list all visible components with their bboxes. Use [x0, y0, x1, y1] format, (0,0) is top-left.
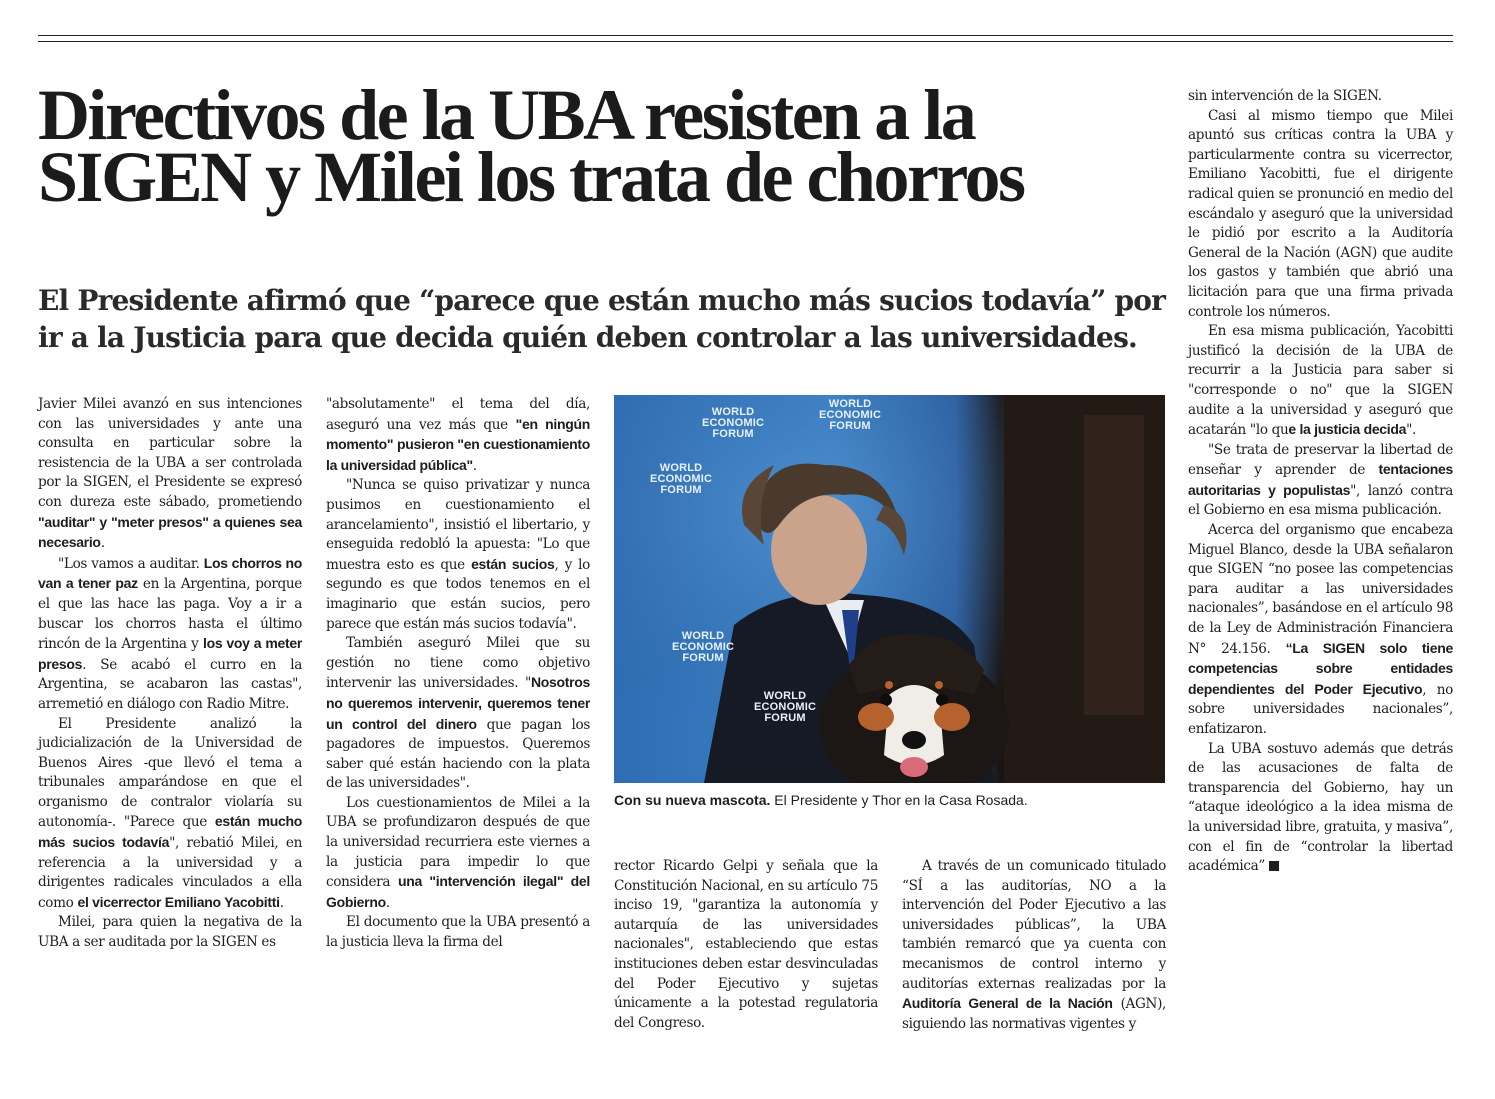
text: En esa misma publicación, Yacobitti justificó la decisión de la UBA de recurrir a la Justicia para saber si "corresponde o no" que la SIGEN audite a la universidad y aseguró que acatarán "lo qu — [1188, 323, 1453, 439]
logo-text: ECONOMIC — [819, 409, 882, 421]
paragraph — [1188, 322, 1453, 441]
bold-text: "en ningún momento" pusieron "en cuestionamiento la universidad pública" — [326, 415, 590, 473]
paragraph — [1188, 740, 1453, 877]
caption-text: El Presidente y Thor en la Casa Rosada. — [770, 792, 1028, 808]
article-column-3 — [614, 857, 878, 1033]
bold-text: están mucho más sucios todavía — [38, 813, 302, 851]
paragraph — [1188, 441, 1453, 521]
logo-text: WORLD — [763, 690, 807, 702]
logo-text: ECONOMIC — [672, 641, 735, 653]
logo-text: FORUM — [829, 420, 871, 432]
paragraph: Casi al mismo tiempo que Milei apuntó sus críticas contra la UBA y particularmente contra su vicerrector, Emiliano Yacobitti, fue el dirigente radical quien se pronunció en medio del escándalo y aseguró que la universidad le pidió por escrito a la Auditoría General de la Nación (AGN) que audite los gastos y también que abrió una licitación para que una firma privada controle los números. — [1188, 107, 1453, 320]
logo-text: FORUM — [682, 652, 724, 664]
bold-text: Los chorros no van a tener paz — [38, 554, 303, 592]
paragraph — [1188, 521, 1453, 740]
bold-text: el vicerrector Emiliano Yacobitti — [77, 893, 280, 910]
logo-text: ECONOMIC — [702, 417, 765, 429]
logo-text: ECONOMIC — [650, 473, 713, 485]
text: . Se acabó el curro en la Argentina, se acabaron las castas", arremetió en diálogo con Radio Mitre. — [38, 656, 302, 712]
subheadline-line-1: El Presidente afirmó que “parece que están mucho más sucios todavía” por — [38, 284, 1166, 317]
paragraph: sin intervención de la SIGEN. — [1188, 88, 1382, 104]
text: (AGN), siguiendo las normativas vigentes y — [902, 996, 1167, 1032]
text: . — [100, 535, 105, 552]
paragraph — [38, 715, 302, 914]
bold-text: Nosotros no queremos intervenir, queremos tener un control del dinero — [326, 674, 590, 732]
wef-logo-3 — [650, 463, 712, 496]
article-column-2 — [326, 395, 590, 953]
text: . — [279, 894, 284, 911]
logo-text: WORLD — [681, 630, 725, 642]
text: Los cuestionamientos de Milei a la UBA se profundizaron después de que la universidad recurriera este viernes a la justicia para impedir lo que considera — [326, 794, 590, 891]
bold-text: e la justicia decida — [1288, 421, 1407, 438]
bold-text: “La SIGEN solo tiene competencias sobre entidades dependientes del Poder Ejecutivo — [1188, 639, 1453, 697]
logo-text: FORUM — [764, 712, 806, 724]
text: ", lanzó contra el Gobierno en esa misma publicación. — [1188, 482, 1453, 519]
paragraph — [38, 395, 302, 554]
paragraph — [326, 794, 590, 914]
logo-text: FORUM — [660, 484, 702, 496]
bold-text: están sucios — [471, 555, 555, 572]
paragraph: rector Ricardo Gelpi y señala que la Constitución Nacional, en su artículo 75 inciso 19, "garantiza la autonomía y autarquía de las universidades nacionales", estableciendo que estas instituciones deben estar desvinculadas del Poder Ejecutivo y sujetas únicamente a la potestad regulatoria del Congreso. — [614, 858, 878, 1031]
text: A través de un comunicado titulado “SÍ a las auditorías, NO a la intervención del Poder Ejecutivo a las universidades públicas”, la UBA también remarcó que ya cuenta con mecanismos de control interno y auditorías externas realizadas por la — [902, 858, 1166, 992]
text: . — [472, 457, 477, 474]
text: ". — [1406, 422, 1416, 439]
text: También aseguró Milei que su gestión no tiene como objetivo intervenir las universidades. " — [326, 635, 590, 692]
article-photo — [614, 395, 1165, 783]
text: . — [385, 894, 390, 911]
wef-logo-5 — [754, 691, 816, 724]
logo-text: ECONOMIC — [754, 701, 817, 713]
end-of-article-mark — [1269, 861, 1279, 871]
paragraph — [38, 554, 302, 715]
text: en la Argentina, porque el que las hace las paga. Voy a ir a buscar los chorros hasta el último rincón de la Argentina y — [38, 576, 302, 653]
text: "absolutamente" el tema del día, aseguró una vez más que — [326, 396, 590, 433]
text: , no sobre universidades nacionales”, enfatizaron. — [1188, 681, 1453, 737]
paragraph: Milei, para quien la negativa de la UBA a ser auditada por la SIGEN es — [38, 914, 302, 951]
logo-text: WORLD — [711, 406, 755, 418]
top-rule-second — [38, 41, 1453, 42]
paragraph — [326, 476, 590, 634]
text: ", rebatió Milei, en referencia a la universidad y a dirigentes radicales vinculados a ella como — [38, 835, 303, 911]
photo-illustration — [614, 395, 1165, 783]
article-column-5 — [1188, 87, 1453, 877]
text: Javier Milei avanzó en sus intenciones con las universidades y ante una consulta en particular sobre la resistencia de la UBA a ser controlada por la SIGEN, el Presidente se expresó con dureza este sábado, prometiendo — [38, 396, 302, 510]
headline-line-2: SIGEN y Milei los trata de chorros — [38, 137, 1024, 217]
caption-bold: Con su nueva mascota. — [614, 792, 771, 808]
wef-logo-2 — [819, 399, 881, 432]
article-column-4 — [902, 857, 1166, 1034]
text: "Se trata de preservar la libertad de enseñar y aprender de — [1188, 441, 1453, 479]
text: El Presidente analizó la judicialización de la Universidad de Buenos Aires -que llevó el tema a tribunales amparándose en que el organismo de contralor violaría su autonomía-. "Parece que — [38, 715, 302, 831]
text: "Nunca se quiso privatizar y nunca pusimos en cuestionamiento el arancelamiento", insistió el libertario, y enseguida redobló la apuesta: "Lo que muestra esto es que — [326, 477, 590, 573]
bold-text: Auditoría General de la Nación — [902, 995, 1113, 1012]
paragraph — [902, 857, 1166, 1034]
bold-text: los voy a meter presos — [38, 635, 302, 672]
wef-logo-1 — [702, 407, 764, 440]
logo-text: FORUM — [712, 428, 754, 440]
headline — [38, 75, 1168, 217]
subheadline — [38, 282, 1173, 356]
bold-text: "auditar" y "meter presos" a quienes sea necesario — [38, 513, 302, 551]
paragraph — [326, 634, 590, 794]
top-rule — [38, 35, 1453, 36]
article-column-1 — [38, 395, 302, 953]
wef-logo-4 — [672, 631, 734, 664]
headline-line-1: Directivos de la UBA resisten a la — [38, 75, 975, 155]
logo-text: WORLD — [828, 398, 872, 410]
paragraph — [326, 395, 590, 476]
logo-text: WORLD — [659, 462, 703, 474]
photo-caption — [614, 790, 1174, 810]
bold-text: una "intervención ilegal" del Gobierno — [326, 873, 590, 910]
text: , y lo segundo es que todos tenemos en el imaginario que están sucios, pero parece que están más sucios todavía". — [326, 556, 590, 632]
subheadline-line-2: ir a la Justicia para que decida quién deben controlar a las universidades. — [38, 321, 1137, 354]
text: Acerca del organismo que encabeza Miguel Blanco, desde la UBA señalaron que SIGEN “no posee las competencias para auditar a las universidades nacionales”, basándose en el artículo 98 de la Ley de Administración Financiera N° 24.156. — [1188, 522, 1453, 657]
text: La UBA sostuvo además que detrás de las acusaciones de falta de transparencia del Gobierno, hay un “ataque ideológico a la idea misma de la universidad libre, gratuita, y masiva”, con el fin de “controlar la libertad académica” — [1188, 740, 1453, 875]
paragraph: El documento que la UBA presentó a la justicia lleva la firma del — [326, 914, 590, 951]
text: que pagan los pagadores de impuestos. Queremos saber qué están haciendo con la plata de las universidades". — [326, 716, 590, 792]
text: "Los vamos a auditar. — [58, 555, 204, 572]
bold-text: tentaciones autoritarias y populistas — [1188, 461, 1453, 498]
